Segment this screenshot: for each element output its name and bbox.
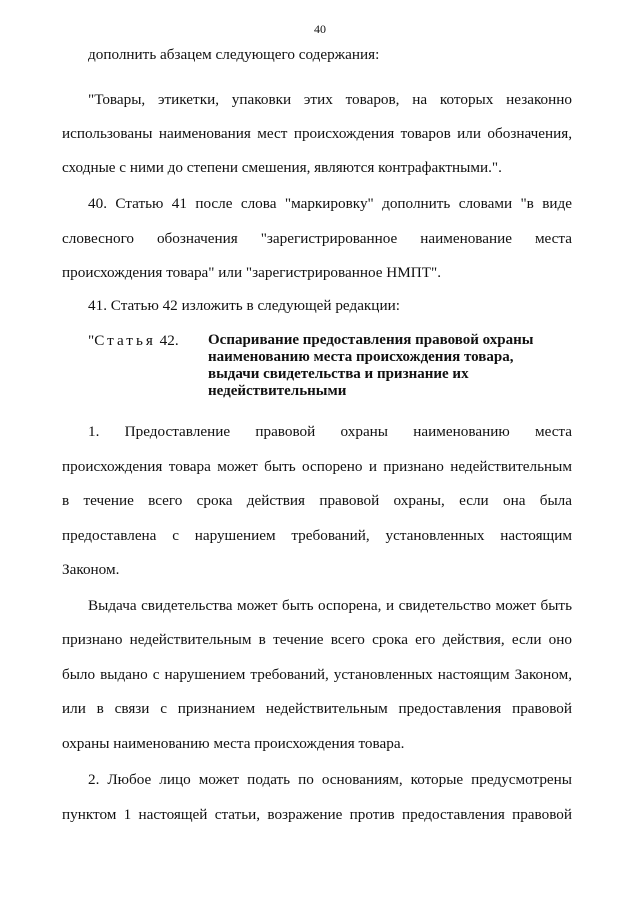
text-line: или в связи с признанием недействительным предоставления правовой: [62, 700, 572, 717]
text-line: охраны наименованию места происхождения товара.: [62, 735, 405, 752]
text-line: использованы наименования мест происхождения товаров или обозначения,: [62, 125, 572, 142]
text-line: 41. Статью 42 изложить в следующей редакции:: [88, 297, 400, 314]
article-title-line: недействительными: [208, 383, 347, 399]
text-line: 40. Статью 41 после слова "маркировку" дополнить словами "в виде: [88, 195, 572, 212]
text-line: пунктом 1 настоящей статьи, возражение против предоставления правовой: [62, 806, 572, 823]
article-heading-label: [88, 332, 179, 350]
text-line: сходные с ними до степени смешения, являются контрафактными.".: [62, 159, 502, 176]
article-quote: ": [88, 332, 95, 349]
text-line: 2. Любое лицо может подать по основаниям, которые предусмотрены: [88, 771, 572, 788]
page-number: 40: [314, 22, 326, 36]
article-title: [208, 332, 572, 400]
text-line: в течение всего срока действия правовой охраны, если она была: [62, 492, 572, 509]
article-title-line: наименованию места происхождения товара,: [208, 349, 514, 365]
text-line: 1. Предоставление правовой охраны наименованию места: [88, 423, 572, 440]
article-title-line: Оспаривание предоставления правовой охраны: [208, 332, 534, 348]
article-title-line: выдачи свидетельства и признание их: [208, 366, 469, 382]
text-line: происхождения товара может быть оспорено и признано недействительным: [62, 458, 572, 475]
text-line: было выдано с нарушением требований, установленных настоящим Законом,: [62, 666, 572, 683]
text-line: дополнить абзацем следующего содержания:: [88, 46, 380, 63]
text-line: признано недействительным в течение всего срока его действия, если оно: [62, 631, 572, 648]
text-line: "Товары, этикетки, упаковки этих товаров, на которых незаконно: [88, 91, 572, 108]
article-word: Статья: [94, 332, 156, 349]
text-line: происхождения товара" или "зарегистрированное НМПТ".: [62, 264, 442, 281]
text-line: словесного обозначения "зарегистрированное наименование места: [62, 230, 572, 247]
article-number: 42.: [155, 332, 179, 349]
text-line: Законом.: [62, 561, 120, 578]
text-line: предоставлена с нарушением требований, установленных настоящим: [62, 527, 572, 544]
text-line: Выдача свидетельства может быть оспорена, и свидетельство может быть: [88, 597, 572, 614]
